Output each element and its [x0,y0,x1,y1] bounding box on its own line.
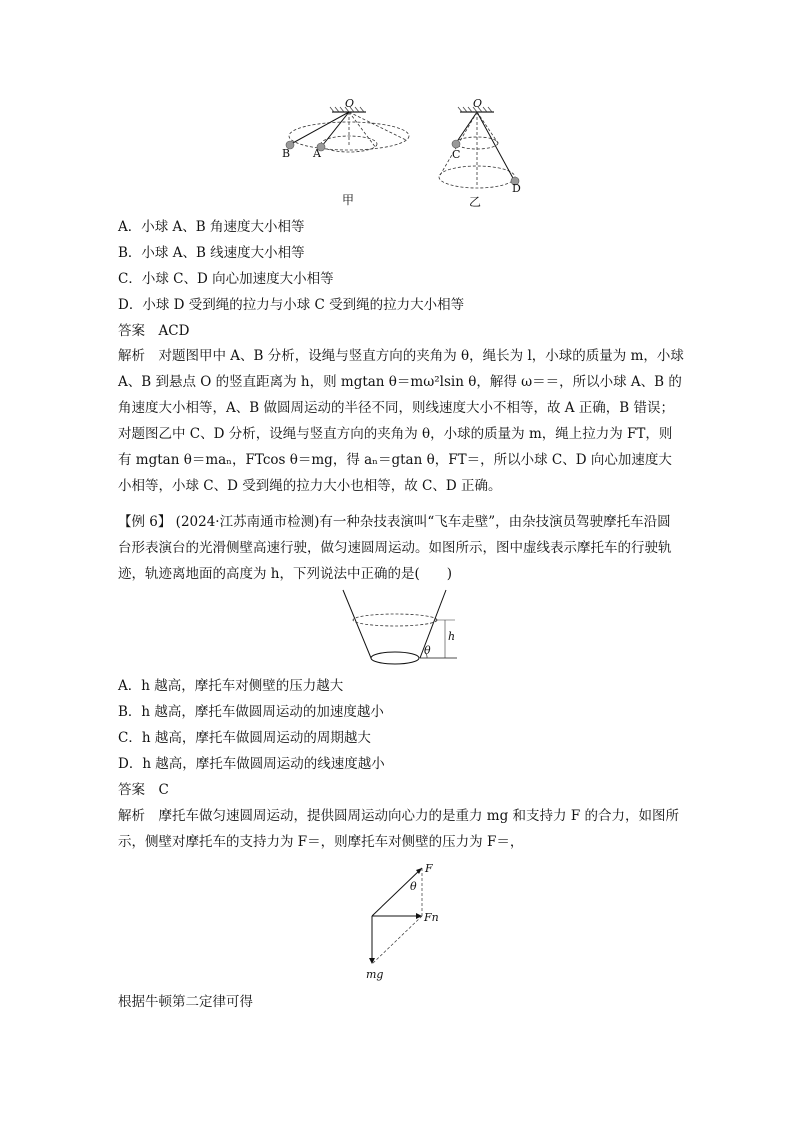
label-force-fn: Fn [424,911,439,924]
q2-option-a: A．h 越高，摩托车对侧壁的压力越大 [118,678,344,694]
label-mg: mg [366,968,384,981]
q2-stem: 【例 6】 (2024·江苏南通市检测)有一种杂技表演叫“飞车走壁”，由杂技演员驾驶摩托车沿圆台形表演台的光滑侧壁高速行驶，做匀速圆周运动。如图所示，图中虚线表示摩托车的行驶轨迹，轨迹离地面的高度为 h，下列说法中正确的是( ) [118,514,672,582]
label-theta-stage: θ [424,644,431,657]
label-h: h [448,630,456,643]
q2-conclusion: 根据牛顿第二定律可得 [118,994,253,1010]
figure-yi [439,107,519,188]
label-c: C [452,148,461,161]
q1-analysis: 解析 对题图甲中 A、B 分析，设绳与竖直方向的夹角为 θ，绳长为 l，小球的质量为 m，小球 A、B 到悬点 O 的竖直距离为 h，则 mgtan θ＝mω²lsin θ，解得 ω＝＝，所以小球 A、B 的角速度大小相等，A、B 做圆周运动的半径不同，则线速度大小不相等，故 A 正确，B 错误；对题图乙中 C、D 分析，设绳与竖直方向的夹角为 θ，小球的质量为 m，绳上拉力为 FT，则有 mgtan θ＝maₙ，FTcos θ＝mg，得 aₙ＝gtan θ，FT＝，所以小球 C、D 向心加速度大小相等，小球 C、D 受到绳的拉力大小也相等，故 C、D 正确。 [118,348,684,494]
q1-option-c: C．小球 C、D 向心加速度大小相等 [118,271,334,287]
cone-pendulum-figure [270,92,550,210]
q2-answer: 答案 C [118,782,169,798]
label-d: D [512,182,521,195]
ball-c [452,140,460,148]
q1-answer: 答案 ACD [118,323,190,339]
label-o-left: O [345,97,355,110]
q1-option-d: D．小球 D 受到绳的拉力与小球 C 受到绳的拉力大小相等 [118,297,465,313]
q2-option-d: D．h 越高，摩托车做圆周运动的线速度越小 [118,756,385,772]
figure-jia [286,107,409,152]
label-force-f: F [425,862,433,875]
label-a: A [313,147,321,160]
caption-yi: 乙 [469,195,482,209]
label-b: B [282,147,291,160]
label-theta-force: θ [410,880,417,893]
q1-option-b: B．小球 A、B 线速度大小相等 [118,245,305,261]
q2-option-b: B．h 越高，摩托车做圆周运动的加速度越小 [118,704,384,720]
label-o-right: O [473,97,483,110]
q2-analysis: 解析 摩托车做匀速圆周运动，提供圆周运动向心力的是重力 mg 和支持力 F 的合力，如图所示，侧壁对摩托车的支持力为 F＝，则摩托车对侧壁的压力为 F＝， [118,808,679,850]
caption-jia: 甲 [342,193,355,207]
q1-option-a: A．小球 A、B 角速度大小相等 [118,219,305,235]
q2-option-c: C．h 越高，摩托车做圆周运动的周期越大 [118,730,371,746]
conical-stage-figure [335,586,465,666]
